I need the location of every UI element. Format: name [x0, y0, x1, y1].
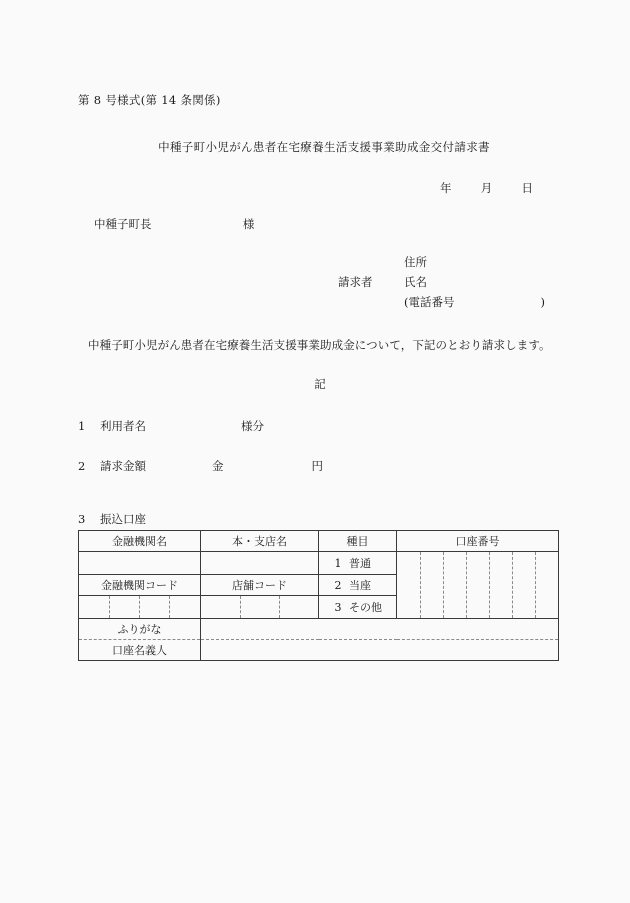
- item-2-currency-mark: 金: [212, 459, 224, 473]
- requester-address-row: [338, 252, 545, 272]
- account-type-3-label: その他: [349, 601, 382, 614]
- item-1-suffix: 様分: [241, 419, 264, 433]
- requester-address-label: 住所: [404, 255, 427, 269]
- label-furigana: ふりがな: [79, 619, 201, 640]
- item-1-label: 利用者名: [100, 419, 146, 433]
- input-account-holder[interactable]: [201, 640, 559, 661]
- label-institution-code: 金融機関コード: [79, 575, 201, 596]
- institution-code-digit[interactable]: [140, 596, 170, 618]
- branch-code-cells[interactable]: [201, 596, 319, 619]
- input-institution-name[interactable]: [79, 552, 201, 575]
- header-institution-name: 金融機関名: [79, 531, 201, 552]
- requester-label: 請求者: [338, 275, 373, 289]
- body-paragraph: 中種子町小児がん患者在宅療養生活支援事業助成金について，下記のとおり請求します。: [88, 338, 551, 352]
- branch-code-grid: [201, 596, 318, 618]
- institution-code-grid: [79, 596, 200, 618]
- institution-code-cells[interactable]: [79, 596, 201, 619]
- item-2-label: 請求金額: [100, 459, 146, 473]
- form-code: 第 8 号様式(第 14 条関係): [78, 93, 221, 107]
- header-account-number: 口座番号: [397, 531, 559, 552]
- account-type-option-1[interactable]: [319, 552, 397, 575]
- header-branch-name: 本・支店名: [201, 531, 319, 552]
- page-title: 中種子町小児がん患者在宅療養生活支援事業助成金交付請求書: [158, 140, 490, 154]
- item-2-suffix: 円: [311, 459, 323, 473]
- account-type-2-label: 当座: [349, 579, 371, 592]
- account-digit-cell[interactable]: [397, 552, 420, 618]
- label-branch-code: 店舗コード: [201, 575, 319, 596]
- item-user-name: [78, 418, 264, 434]
- date-line: 年 月 日: [440, 181, 533, 195]
- account-number-cells[interactable]: [397, 552, 559, 619]
- table-header-row: [79, 531, 559, 552]
- account-digit-cell[interactable]: [466, 552, 489, 618]
- bank-account-table: [78, 530, 559, 661]
- requester-phone-close-paren: ): [540, 295, 545, 309]
- account-digit-cell[interactable]: [443, 552, 466, 618]
- item-3-label: 振込口座: [100, 512, 146, 526]
- label-account-holder: 口座名義人: [79, 640, 201, 661]
- account-type-option-3[interactable]: [319, 596, 397, 619]
- table-row: [79, 619, 559, 640]
- addressee-line: 中種子町長 様: [94, 217, 255, 231]
- item-1-number: 1: [78, 419, 86, 433]
- institution-code-digit[interactable]: [109, 596, 139, 618]
- account-number-grid: [397, 552, 558, 618]
- account-digit-cell[interactable]: [512, 552, 535, 618]
- ki-marker: 記: [314, 377, 326, 391]
- item-claim-amount: [78, 458, 323, 474]
- account-type-3-number: 3: [334, 601, 342, 614]
- institution-code-digit[interactable]: [79, 596, 109, 618]
- table-row: [79, 552, 559, 575]
- requester-phone-row: [338, 292, 545, 312]
- branch-code-digit[interactable]: [201, 596, 240, 618]
- institution-code-digit[interactable]: [170, 596, 200, 618]
- account-type-option-2[interactable]: [319, 575, 397, 596]
- account-type-2-number: 2: [334, 579, 342, 592]
- account-digit-cell[interactable]: [489, 552, 512, 618]
- account-digit-cell[interactable]: [535, 552, 558, 618]
- table-row: [79, 640, 559, 661]
- input-furigana[interactable]: [201, 619, 559, 640]
- account-type-1-label: 普通: [349, 557, 371, 570]
- requester-phone-label: (電話番号: [404, 295, 455, 309]
- account-type-1-number: 1: [334, 557, 342, 570]
- item-3-number: 3: [78, 512, 86, 526]
- input-branch-name[interactable]: [201, 552, 319, 575]
- requester-name-row: [338, 272, 545, 292]
- item-transfer-account: [78, 511, 146, 527]
- requester-block: [338, 252, 545, 312]
- header-account-type: 種目: [319, 531, 397, 552]
- requester-name-label: 氏名: [404, 275, 427, 289]
- branch-code-digit[interactable]: [240, 596, 279, 618]
- account-digit-cell[interactable]: [420, 552, 443, 618]
- item-2-number: 2: [78, 459, 86, 473]
- branch-code-digit[interactable]: [279, 596, 318, 618]
